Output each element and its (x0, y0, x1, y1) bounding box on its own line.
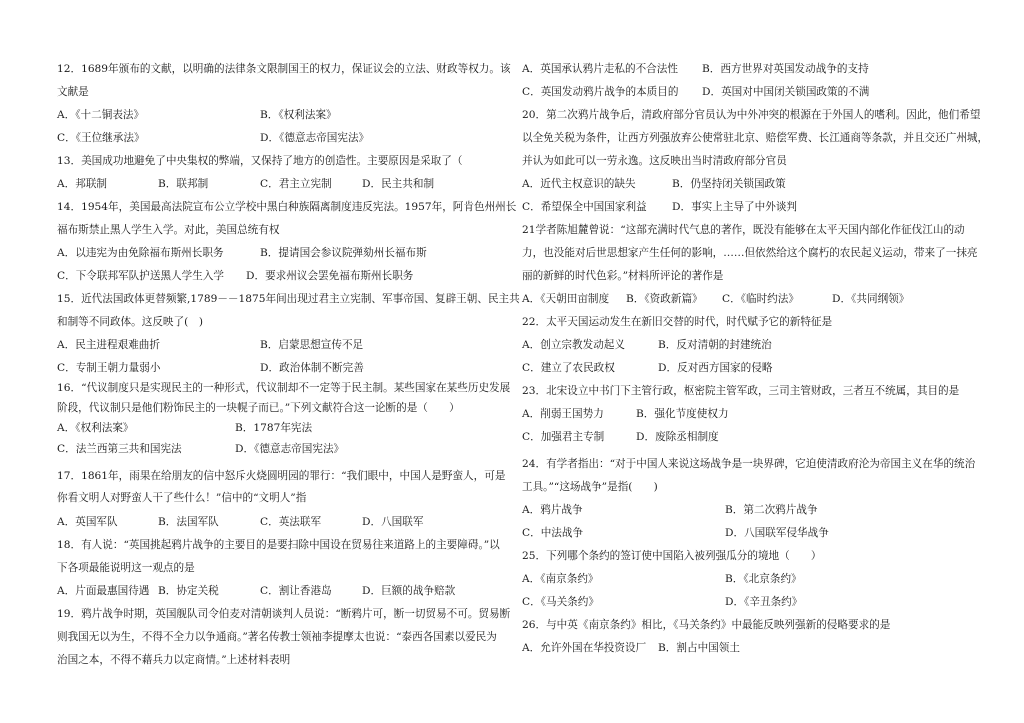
option-d: D．《辛丑条约》 (725, 596, 803, 608)
option-c: C．君主立宪制 (260, 178, 332, 190)
option-c: C．建立了农民政权 (522, 362, 615, 374)
question-text: 19．鸦片战争时期，英国舰队司令伯麦对清朝谈判人员说：“断鸦片可，断一切贸易不可。贸易断 (57, 608, 511, 620)
option-a: A．《权利法案》 (57, 422, 134, 434)
option-b: B．联邦制 (158, 178, 209, 190)
question-text: 并认为如此可以一劳永逸。这反映出当时清政府部分官员 (522, 155, 787, 167)
question-text: 你看文明人对野蛮人干了些什么！”信中的“文明人”指 (57, 492, 307, 504)
option-a: A．《天朝田亩制度 (522, 293, 610, 305)
option-b: B．西方世界对英国发动战争的支持 (702, 63, 869, 75)
question-text: 26．与中英《南京条约》相比，《马关条约》中最能反映列强新的侵略要求的是 (522, 619, 891, 631)
option-c: C．英法联军 (260, 516, 322, 528)
option-b: B．强化节度使权力 (636, 408, 729, 420)
option-a: A．《十二铜表法》 (57, 109, 145, 121)
option-b: B．《资政新篇》 (626, 293, 703, 305)
option-b: B．法国军队 (158, 516, 219, 528)
option-c: C．英国发动鸦片战争的本质目的 (522, 86, 679, 98)
option-b: B．协定关税 (158, 585, 219, 597)
option-b: B．《北京条约》 (725, 573, 802, 585)
option-d: D．事实上主导了中外谈判 (672, 201, 798, 213)
question-text: 13．美国成功地避免了中央集权的弊端，又保持了地方的创造性。主要原因是采取了（ (57, 155, 463, 167)
option-d: D．要求州议会罢免福布斯州长职务 (246, 270, 414, 282)
question-text: 和制等不同政体。这反映了( ) (57, 316, 203, 328)
option-c: C．《临时约法》 (722, 293, 799, 305)
option-d: D．《德意志帝国宪法》 (235, 443, 345, 455)
option-c: C．割让香港岛 (260, 585, 332, 597)
option-c: C．《王位继承法》 (57, 132, 145, 144)
option-b: B．反对清朝的封建统治 (658, 339, 772, 351)
option-c: C．法兰西第三共和国宪法 (57, 443, 182, 455)
question-text: 文献是 (57, 86, 89, 98)
option-c: C．下令联邦军队护送黑人学生入学 (57, 270, 225, 282)
option-d: D．八国联军侵华战争 (725, 527, 829, 539)
option-a: A．鸦片战争 (522, 504, 583, 516)
option-b: B．第二次鸦片战争 (725, 504, 818, 516)
question-text: 15．近代法国政体更替频繁,1789－－1875年间出现过君主立宪制、军事帝国、复辟王朝、民主共 (57, 293, 520, 305)
option-b: B．启蒙思想宣传不足 (260, 339, 364, 351)
option-a: A．允许外国在华投资设厂 (522, 642, 647, 654)
option-a: A．英国承认鸦片走私的不合法性 (522, 63, 678, 75)
question-text: 24．有学者指出：“对于中国人来说这场战争是一块界碑，它迫使清政府沦为帝国主义在华的统治 (522, 458, 976, 470)
option-d: D．巨额的战争赔款 (362, 585, 456, 597)
option-d: D．废除丞相制度 (636, 431, 719, 443)
option-d: D．英国对中国闭关锁国政策的不满 (702, 86, 870, 98)
option-b: B．1787年宪法 (235, 422, 313, 434)
option-a: A．英国军队 (57, 516, 118, 528)
option-c: C．专制王朝力量弱小 (57, 362, 161, 374)
option-b: B．割占中国领土 (658, 642, 740, 654)
question-text: 12．1689年颁布的文献，以明确的法律条文限制国王的权力，保证议会的立法、财政等权力。该 (57, 63, 511, 75)
question-text: 工具。”“这场战争”是指( ) (522, 481, 658, 493)
question-text: 20．第二次鸦片战争后，清政府部分官员认为中外冲突的根源在于外国人的嗜利。因此，他们希望 (522, 109, 981, 121)
question-text: 18．有人说：“英国挑起鸦片战争的主要目的是要扫除中国设在贸易往来道路上的主要障碍。”以 (57, 539, 500, 551)
question-text: 阶段，代议制只是他们粉饰民主的一块幌子而已。”下列文献符合这一论断的是（ ） (57, 402, 460, 414)
question-text: 21学者陈旭麓曾说：“这部充满时代气息的著作，既没有能够在太平天国内部化作征伐江山的动 (522, 224, 965, 236)
question-text: 14．1954年，美国最高法院宣布公立学校中黑白种族隔离制度违反宪法。1957年，阿肯色州州长 (57, 201, 517, 213)
option-a: A．片面最惠国待遇 (57, 585, 150, 597)
option-c: C．加强君主专制 (522, 431, 605, 443)
question-text: 以全免关税为条件，让西方列强放弃公使常驻北京、赔偿军费、长江通商等条款，并且交还广州城， (522, 132, 989, 144)
option-c: C．《马关条约》 (522, 596, 599, 608)
option-a: A．民主进程艰难曲折 (57, 339, 160, 351)
option-a: A．以违宪为由免除福布斯州长职务 (57, 247, 224, 259)
question-text: 22．太平天国运动发生在新旧交替的时代，时代赋予它的新特征是 (522, 316, 833, 328)
question-text: 福布斯禁止黑人学生入学。对此，美国总统有权 (57, 224, 280, 236)
option-a: A．创立宗教发动起义 (522, 339, 625, 351)
option-d: D．《德意志帝国宪法》 (260, 132, 370, 144)
option-b: B．仍坚持闭关锁国政策 (672, 178, 786, 190)
option-a: A．削弱王国势力 (522, 408, 604, 420)
option-d: D．民主共和制 (362, 178, 435, 190)
option-a: A．《南京条约》 (522, 573, 599, 585)
question-text: 16．“代议制度只是实现民主的一种形式，代议制却不一定等于民主制。某些国家在某些历史发展 (57, 382, 511, 394)
option-d: D．政治体制不断完善 (260, 362, 364, 374)
question-text: 25．下列哪个条约的签订使中国陷入被列强瓜分的境地（ ） (522, 550, 822, 562)
option-d: D．《共同纲领》 (832, 293, 910, 305)
question-text: 则我国无以为生，不得不全力以争通商。”著名传教士领袖李提摩太也说：“泰西各国素以爱民为 (57, 631, 497, 643)
option-a: A．近代主权意识的缺失 (522, 178, 636, 190)
option-d: D．反对西方国家的侵略 (658, 362, 773, 374)
question-text: 下各项最能说明这一观点的是 (57, 562, 195, 574)
question-text: 丽的新鲜的时代色彩。”材料所评论的著作是 (522, 270, 724, 282)
option-b: B．提请国会参议院弹劾州长福布斯 (260, 247, 427, 259)
option-b: B．《权利法案》 (260, 109, 337, 121)
question-text: 23．北宋设立中书门下主管行政，枢密院主管军政，三司主管财政，三者互不统属，其目的是 (522, 385, 960, 397)
option-a: A．邦联制 (57, 178, 108, 190)
option-c: C．中法战争 (522, 527, 584, 539)
question-text: 17．1861年，雨果在给朋友的信中怒斥火烧圆明园的罪行：“我们眼中，中国人是野蛮人，可是 (57, 470, 506, 482)
question-text: 力，也没能对后世思想家产生任何的影响，……但依然给这个腐朽的农民起义运动，带来了一抹亮 (522, 247, 978, 259)
question-text: 治国之本，不得不藉兵力以定商情。”上述材料表明 (57, 654, 291, 666)
option-c: C．希望保全中国国家利益 (522, 201, 647, 213)
option-d: D．八国联军 (362, 516, 424, 528)
